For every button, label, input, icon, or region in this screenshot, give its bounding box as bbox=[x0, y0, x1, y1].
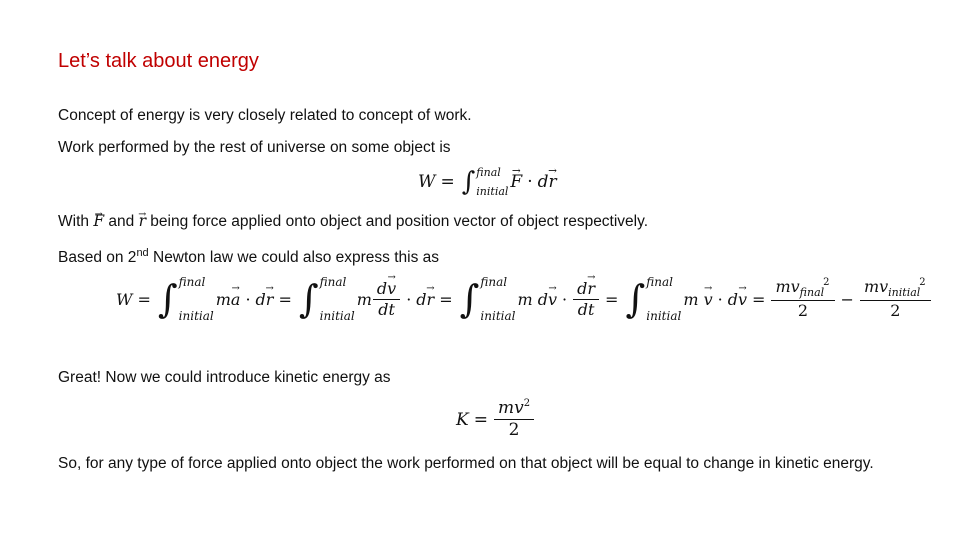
lower-limit: initial bbox=[480, 309, 516, 323]
symbol-w: W bbox=[418, 172, 436, 192]
exponent-2: 2 bbox=[823, 277, 830, 289]
exponent-2: 2 bbox=[523, 398, 531, 409]
mass-symbol: m bbox=[683, 289, 699, 309]
integral-1: ∫ final initial bbox=[157, 275, 214, 323]
upper-limit: final bbox=[646, 275, 673, 289]
integral: ∫ final initial bbox=[461, 166, 509, 198]
integral-3: ∫ final initial bbox=[459, 275, 516, 323]
fraction-dr-dt bbox=[575, 279, 597, 320]
lower-limit: initial bbox=[476, 185, 509, 198]
upper-limit: final bbox=[476, 166, 501, 179]
differential-d: d bbox=[727, 289, 738, 309]
integral-2: ∫ final initial bbox=[298, 275, 355, 323]
position-vector: → r bbox=[549, 172, 557, 192]
equals-sign: = bbox=[752, 289, 766, 309]
equals-sign: = bbox=[137, 289, 151, 309]
dt-symbol: dt bbox=[573, 299, 599, 320]
kinetic-energy-equation bbox=[456, 398, 535, 442]
work-integral-equation bbox=[418, 166, 557, 198]
text-based-on: Based on 2 bbox=[58, 249, 137, 267]
newton-work-equation bbox=[116, 275, 932, 323]
superscript-nd: nd bbox=[136, 247, 149, 259]
text-and: and bbox=[104, 213, 139, 230]
mass-symbol: m bbox=[356, 289, 372, 309]
differential-d: d bbox=[577, 278, 588, 298]
subscript-final: final bbox=[799, 286, 825, 300]
fraction-dv-dt bbox=[375, 279, 398, 320]
force-vector: → F bbox=[510, 172, 522, 192]
equals-sign: = bbox=[440, 172, 455, 192]
text-with: With bbox=[58, 213, 94, 230]
mv-symbol: mv bbox=[863, 277, 889, 297]
paragraph-concept: Concept of energy is very closely related to concept of work. bbox=[58, 107, 472, 124]
exponent-2: 2 bbox=[919, 277, 926, 289]
fraction-final-kinetic bbox=[773, 277, 832, 321]
symbol-k: K bbox=[456, 409, 469, 430]
paragraph-work: Work performed by the rest of universe on some object is bbox=[58, 139, 451, 156]
denominator-two: 2 bbox=[494, 419, 534, 441]
denominator-two: 2 bbox=[771, 300, 834, 321]
dot-operator: · bbox=[245, 289, 251, 309]
velocity-vector: → v bbox=[548, 290, 557, 309]
dot-operator: · bbox=[527, 172, 533, 192]
subscript-initial: initial bbox=[888, 286, 921, 300]
differential-d: d bbox=[376, 278, 388, 298]
acceleration-vector: → a bbox=[231, 290, 241, 309]
position-vector-inline: → r bbox=[139, 210, 146, 232]
equals-sign: = bbox=[439, 289, 453, 309]
equals-sign: = bbox=[278, 289, 292, 309]
force-vector-inline: → F bbox=[93, 210, 104, 232]
velocity-vector: → v bbox=[387, 279, 396, 299]
dot-operator: · bbox=[562, 289, 568, 309]
velocity-vector: → v bbox=[704, 290, 713, 309]
differential-d: d bbox=[416, 289, 427, 309]
minus-sign: − bbox=[840, 289, 854, 309]
paragraph-newton bbox=[58, 242, 439, 269]
paragraph-definitions bbox=[58, 210, 648, 233]
differential-d: d bbox=[255, 289, 266, 309]
denominator-two: 2 bbox=[860, 300, 931, 321]
fraction-kinetic bbox=[496, 398, 532, 442]
dt-symbol: dt bbox=[373, 299, 400, 320]
upper-limit: final bbox=[319, 275, 347, 289]
position-vector: → r bbox=[266, 290, 274, 309]
equals-sign: = bbox=[605, 289, 619, 309]
differential-d: d bbox=[537, 172, 549, 192]
lower-limit: initial bbox=[178, 309, 214, 323]
symbol-w: W bbox=[116, 289, 133, 309]
text-description: being force applied onto object and position vector of object respectively. bbox=[145, 213, 649, 230]
integral-4: ∫ final initial bbox=[625, 275, 682, 323]
lower-limit: initial bbox=[319, 309, 355, 323]
mv-symbol: mv bbox=[497, 398, 524, 418]
paragraph-conclusion: So, for any type of force applied onto object the work performed on that object will be equal to change in kinetic energy. bbox=[58, 455, 874, 472]
lower-limit: initial bbox=[646, 309, 682, 323]
text-newton-law: Newton law we could also express this as bbox=[148, 249, 440, 267]
dot-operator: · bbox=[406, 289, 412, 309]
position-vector: → r bbox=[427, 290, 435, 309]
differential-d: d bbox=[537, 289, 548, 309]
paragraph-great: Great! Now we could introduce kinetic energy as bbox=[58, 369, 391, 386]
equals-sign: = bbox=[473, 409, 488, 430]
mv-symbol: mv bbox=[775, 277, 800, 297]
dot-operator: · bbox=[717, 289, 723, 309]
fraction-initial-kinetic bbox=[862, 277, 929, 321]
position-vector: → r bbox=[587, 279, 595, 299]
upper-limit: final bbox=[480, 275, 508, 289]
velocity-vector: → v bbox=[738, 290, 747, 309]
upper-limit: final bbox=[178, 275, 206, 289]
mass-symbol: m bbox=[215, 289, 231, 309]
mass-symbol: m bbox=[517, 289, 533, 309]
slide-title: Let’s talk about energy bbox=[58, 50, 259, 72]
